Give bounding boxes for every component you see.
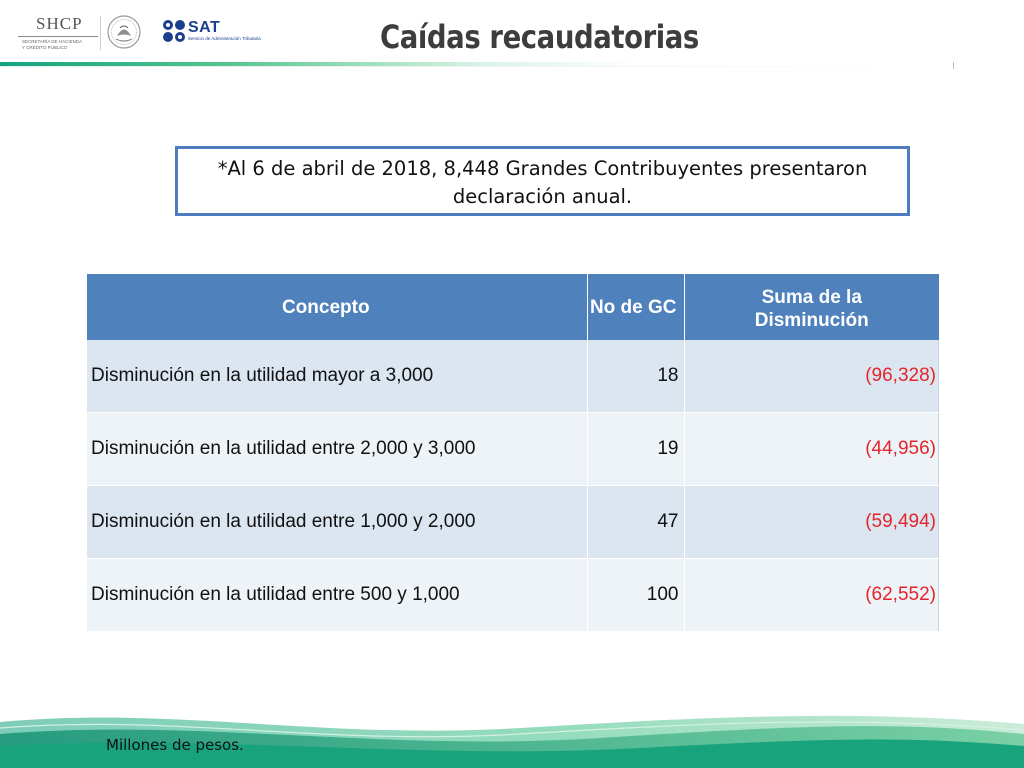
header-suma-line-2: Disminución: [754, 310, 869, 331]
note-line-1: *Al 6 de abril de 2018, 8,448 Grandes Contribuyentes presentaron: [217, 157, 868, 180]
table-row: [87, 486, 939, 559]
mexico-seal-icon: [106, 14, 142, 50]
header-no-gc: No de GC: [587, 274, 684, 340]
footer-wave-decoration: [0, 688, 1024, 768]
cell-concepto: Disminución en la utilidad entre 500 y 1,000: [87, 559, 587, 632]
sat-logo-tagline: Servicio de Administración Tributaria: [188, 36, 261, 41]
header-concepto: Concepto: [87, 274, 587, 340]
header-tick: [953, 62, 954, 69]
cell-concepto: Disminución en la utilidad entre 2,000 y 3,000: [87, 413, 587, 486]
cell-suma: (44,956): [684, 413, 939, 486]
header-rule: [0, 66, 950, 67]
cell-no-gc: 47: [587, 486, 684, 559]
data-table: [87, 274, 939, 632]
shcp-logo-line2: Y CRÉDITO PÚBLICO: [22, 45, 68, 50]
cell-no-gc: 19: [587, 413, 684, 486]
note-line-2: declaración anual.: [452, 185, 633, 208]
cell-no-gc: 18: [587, 340, 684, 413]
shcp-logo-line1: SECRETARÍA DE HACIENDA: [22, 39, 83, 44]
page-title: Caídas recaudatorias: [380, 18, 699, 56]
logo-divider: [100, 16, 101, 50]
header-suma-line-1: Suma de la: [761, 287, 862, 308]
shcp-logo-rule: [18, 36, 98, 37]
cell-suma: (59,494): [684, 486, 939, 559]
header-suma: [684, 274, 939, 340]
cell-concepto: Disminución en la utilidad entre 1,000 y 2,000: [87, 486, 587, 559]
shcp-logo-name: SHCP: [36, 14, 83, 33]
cell-suma: (62,552): [684, 559, 939, 632]
note-box: [175, 146, 910, 216]
shcp-logo: [18, 14, 96, 48]
cell-no-gc: 100: [587, 559, 684, 632]
cell-concepto: Disminución en la utilidad mayor a 3,000: [87, 340, 587, 413]
cell-suma: (96,328): [684, 340, 939, 413]
footnote: Millones de pesos.: [106, 736, 244, 754]
sat-logo-icon: [163, 20, 185, 42]
table-row: [87, 559, 939, 632]
header: [0, 0, 1024, 72]
table-header-row: [87, 274, 939, 340]
sat-logo-name: SAT: [188, 19, 221, 36]
table-row: [87, 340, 939, 413]
table-row: [87, 413, 939, 486]
